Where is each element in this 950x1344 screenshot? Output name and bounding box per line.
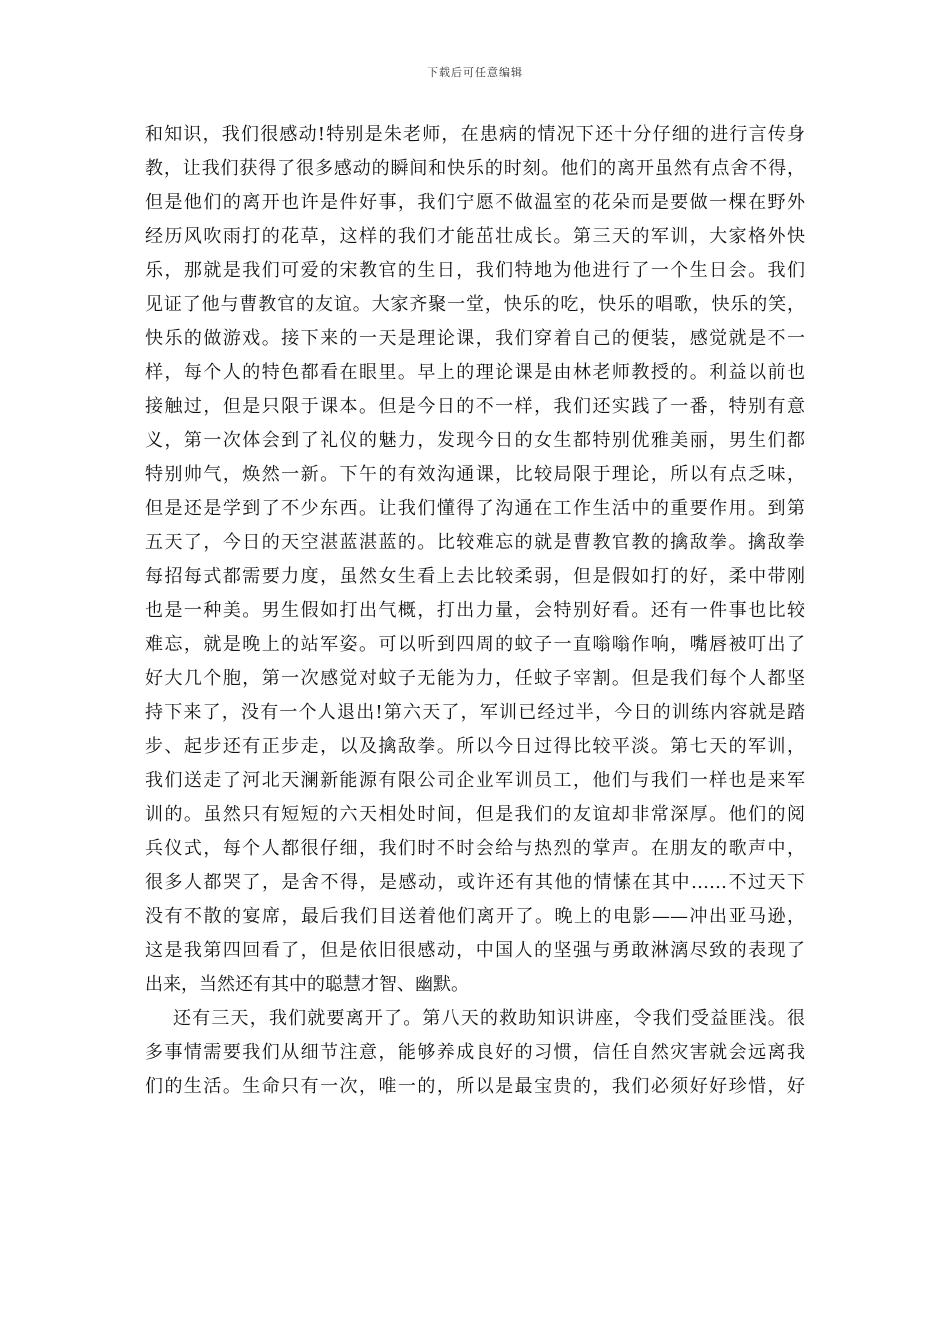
text-line: 兵仪式，每个人都很仔细，我们时不时会给与热烈的掌声。在朋友的歌声中， bbox=[145, 838, 805, 859]
text-line: 五天了，今日的天空湛蓝湛蓝的。比较难忘的就是曹教官教的擒敌拳。擒敌拳 bbox=[145, 532, 805, 553]
text-line: 我们送走了河北天澜新能源有限公司企业军训员工，他们与我们一样也是来军 bbox=[145, 770, 805, 791]
paragraph bbox=[145, 118, 805, 1002]
text-line: 但是还是学到了不少东西。让我们懂得了沟通在工作生活中的重要作用。到第 bbox=[145, 498, 805, 519]
text-line: 们的生活。生命只有一次，唯一的，所以是最宝贵的，我们必须好好珍惜，好 bbox=[145, 1076, 805, 1097]
text-line: 特别帅气，焕然一新。下午的有效沟通课，比较局限于理论，所以有点乏味， bbox=[145, 464, 805, 485]
text-line: 难忘，就是晚上的站军姿。可以听到四周的蚊子一直嗡嗡作响，嘴唇被叮出了 bbox=[145, 634, 805, 655]
text-line: 持下来了，没有一个人退出!第六天了，军训已经过半，今日的训练内容就是踏 bbox=[145, 702, 805, 723]
text-line: 出来，当然还有其中的聪慧才智、幽默。 bbox=[145, 974, 469, 995]
text-line: 但是他们的离开也许是件好事，我们宁愿不做温室的花朵而是要做一棵在野外 bbox=[145, 192, 805, 213]
paragraph bbox=[145, 1002, 805, 1104]
document-body bbox=[145, 118, 805, 1104]
text-line: 义，第一次体会到了礼仪的魅力，发现今日的女生都特别优雅美丽，男生们都 bbox=[145, 430, 805, 451]
text-line: 和知识，我们很感动!特别是朱老师，在患病的情况下还十分仔细的进行言传身 bbox=[145, 124, 805, 145]
text-line: 还有三天，我们就要离开了。第八天的救助知识讲座，令我们受益匪浅。很 bbox=[173, 1008, 805, 1029]
text-line: 也是一种美。男生假如打出气概，打出力量，会特别好看。还有一件事也比较 bbox=[145, 600, 805, 621]
text-line: 见证了他与曹教官的友谊。大家齐聚一堂，快乐的吃，快乐的唱歌，快乐的笑， bbox=[145, 294, 805, 315]
page-header: 下载后可任意编辑 bbox=[427, 66, 523, 79]
text-line: 经历风吹雨打的花草，这样的我们才能茁壮成长。第三天的军训，大家格外快 bbox=[145, 226, 805, 247]
text-line: 没有不散的宴席，最后我们目送着他们离开了。晚上的电影——冲出亚马逊， bbox=[145, 906, 805, 927]
text-line: 步、起步还有正步走，以及擒敌拳。所以今日过得比较平淡。第七天的军训， bbox=[145, 736, 805, 757]
text-line: 快乐的做游戏。接下来的一天是理论课，我们穿着自己的便装，感觉就是不一 bbox=[145, 328, 805, 349]
text-line: 教，让我们获得了很多感动的瞬间和快乐的时刻。他们的离开虽然有点舍不得， bbox=[145, 158, 805, 179]
text-line: 样，每个人的特色都看在眼里。早上的理论课是由林老师教授的。利益以前也 bbox=[145, 362, 805, 383]
text-line: 接触过，但是只限于课本。但是今日的不一样，我们还实践了一番，特别有意 bbox=[145, 396, 805, 417]
text-line: 多事情需要我们从细节注意，能够养成良好的习惯，信任自然灾害就会远离我 bbox=[145, 1042, 805, 1063]
text-line: 每招每式都需要力度，虽然女生看上去比较柔弱，但是假如打的好，柔中带刚 bbox=[145, 566, 805, 587]
text-line: 好大几个胞，第一次感觉对蚊子无能为力，任蚊子宰割。但是我们每个人都坚 bbox=[145, 668, 805, 689]
text-line: 训的。虽然只有短短的六天相处时间，但是我们的友谊却非常深厚。他们的阅 bbox=[145, 804, 805, 825]
text-line: 很多人都哭了，是舍不得，是感动，或许还有其他的情愫在其中……不过天下 bbox=[145, 872, 805, 893]
text-line: 这是我第四回看了，但是依旧很感动，中国人的坚强与勇敢淋漓尽致的表现了 bbox=[145, 940, 805, 961]
text-line: 乐，那就是我们可爱的宋教官的生日，我们特地为他进行了一个生日会。我们 bbox=[145, 260, 805, 281]
